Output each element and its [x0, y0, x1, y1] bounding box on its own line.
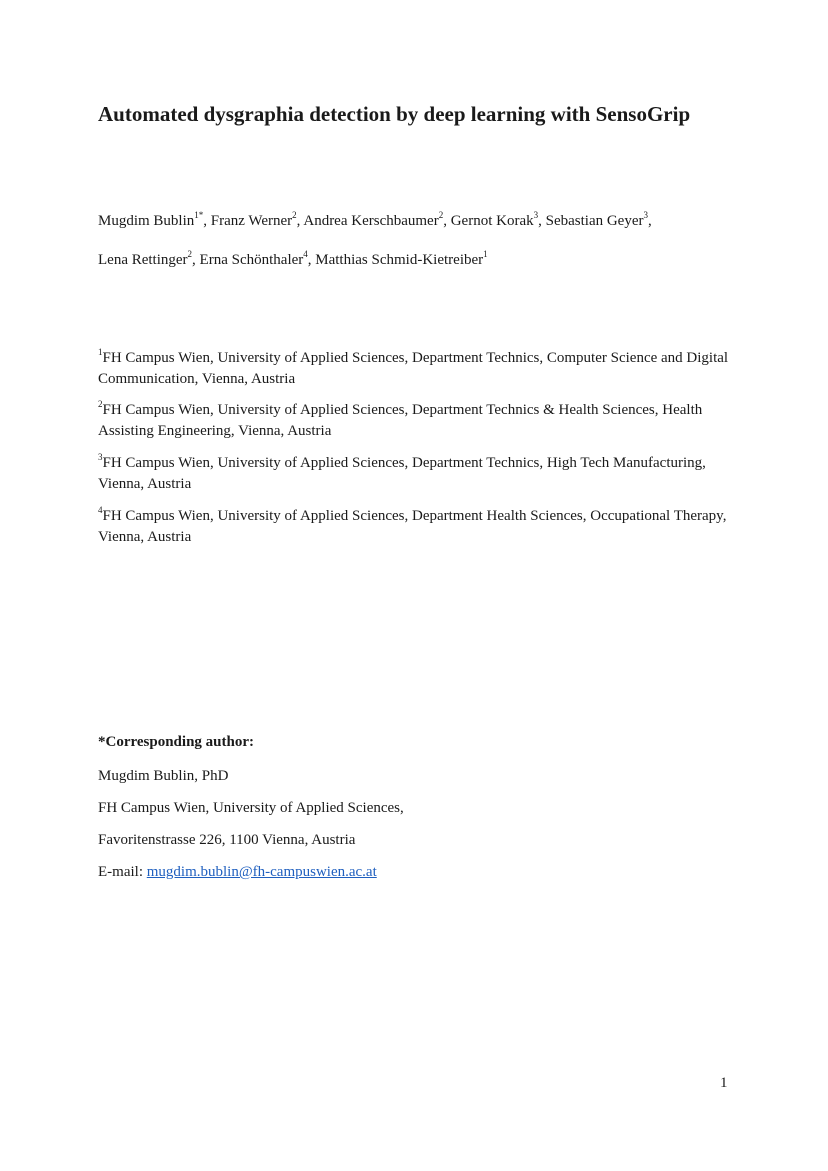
author-name: Andrea Kerschbaumer — [303, 213, 439, 229]
email-label: E-mail: — [98, 864, 147, 880]
author-name: Sebastian Geyer — [545, 213, 644, 229]
author-separator: , — [443, 213, 451, 229]
authors-line-2 — [98, 250, 488, 270]
author-name: Gernot Korak — [450, 213, 534, 229]
author-separator: , — [296, 213, 304, 229]
affiliation-4 — [98, 506, 738, 548]
affiliation-text: FH Campus Wien, University of Applied Sciences, Department Technics, Computer Science and Digital Communication, Vienna, Austria — [98, 350, 729, 387]
author-affiliation-marker: 1* — [194, 210, 204, 220]
affiliation-marker: 2 — [98, 399, 103, 409]
corresponding-author-address: Favoritenstrasse 226, 1100 Vienna, Austria — [98, 832, 356, 848]
author-name: Lena Rettinger — [98, 252, 188, 268]
author-affiliation-marker: 2 — [292, 210, 297, 220]
affiliation-marker: 3 — [98, 452, 103, 462]
affiliation-marker: 4 — [98, 505, 103, 515]
affiliation-1 — [98, 348, 738, 390]
author-name: Matthias Schmid-Kietreiber — [315, 252, 484, 268]
author-affiliation-marker: 3 — [533, 210, 539, 220]
affiliation-text: FH Campus Wien, University of Applied Sciences, Department Technics, High Tech Manufacturing, Vienna, Austria — [98, 455, 706, 492]
paper-title: Automated dysgraphia detection by deep learning with SensoGrip — [98, 102, 691, 126]
affiliation-3 — [98, 453, 738, 495]
author-name: Erna Schönthaler — [199, 252, 304, 268]
author-name: Franz Werner — [210, 213, 293, 229]
email-link[interactable]: mugdim.bublin@fh-campuswien.ac.at — [146, 864, 377, 880]
affiliation-text: FH Campus Wien, University of Applied Sciences, Department Technics & Health Sciences, Health Assisting Engineering, Vienna, Austria — [98, 402, 703, 439]
page-number: 1 — [720, 1075, 728, 1091]
corresponding-author-email-line — [98, 862, 377, 882]
author-affiliation-marker: 2 — [187, 249, 193, 259]
author-separator: , — [203, 213, 211, 229]
affiliation-marker: 1 — [98, 347, 103, 357]
authors-line-1 — [98, 211, 652, 231]
author-affiliation-marker: 2 — [438, 210, 444, 220]
affiliation-2 — [98, 400, 738, 442]
corresponding-author-institution: FH Campus Wien, University of Applied Sciences, — [98, 800, 404, 816]
affiliation-text: FH Campus Wien, University of Applied Sciences, Department Health Sciences, Occupational Therapy, Vienna, Austria — [98, 508, 727, 545]
author-name: Mugdim Bublin — [98, 213, 195, 229]
author-affiliation-marker: 4 — [303, 249, 308, 259]
author-separator: , — [307, 252, 316, 268]
corresponding-author-name: Mugdim Bublin, PhD — [98, 768, 229, 784]
corresponding-author-heading: *Corresponding author: — [98, 734, 254, 750]
author-separator: , — [648, 213, 652, 229]
author-separator: , — [192, 252, 200, 268]
author-separator: , — [538, 213, 546, 229]
author-affiliation-marker: 1 — [483, 249, 488, 259]
author-affiliation-marker: 3 — [643, 210, 648, 220]
